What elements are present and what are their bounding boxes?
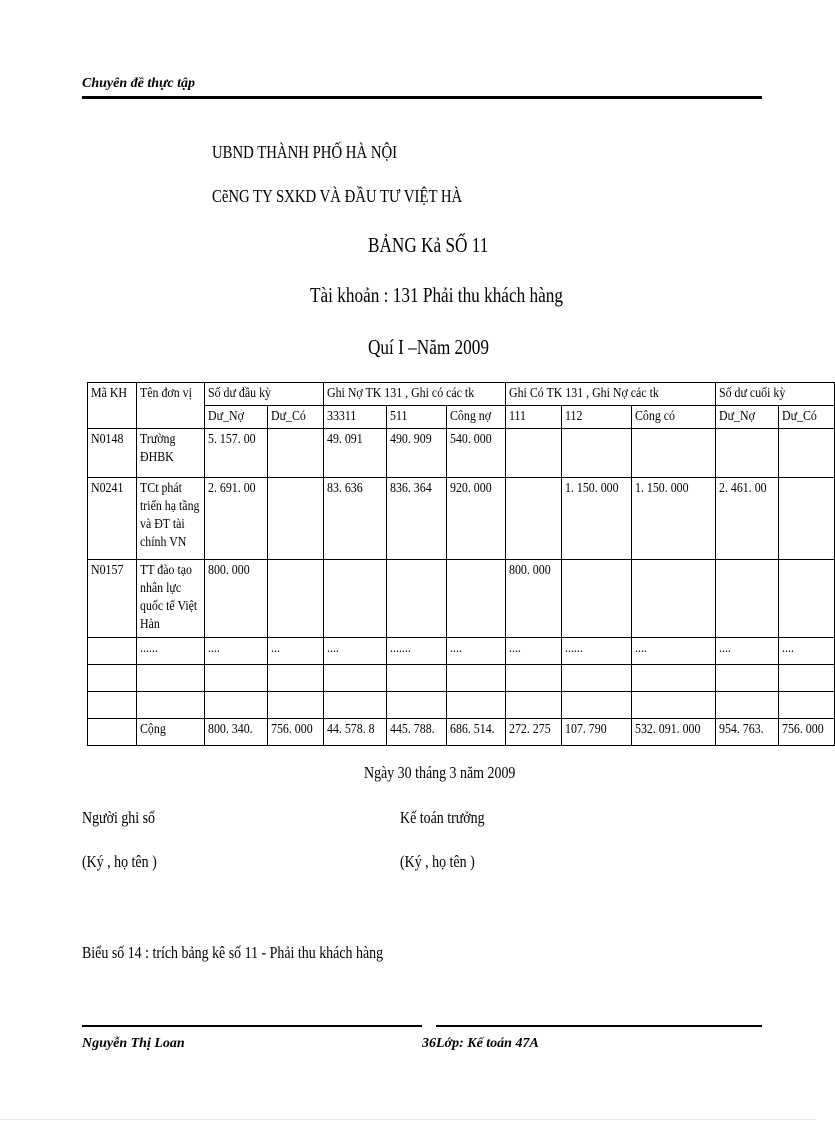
header-cell-text: Ghi Nợ TK 131 , Ghi có các tk bbox=[327, 386, 475, 401]
table-cell bbox=[88, 638, 137, 665]
table-cell-text: Cộng bbox=[140, 722, 167, 737]
subheader-cell bbox=[324, 406, 387, 429]
table-cell bbox=[324, 692, 387, 719]
table-cell bbox=[324, 560, 387, 638]
table-cell-text: 686. 514. bbox=[449, 722, 495, 737]
table-cell bbox=[446, 478, 506, 560]
subheader-cell bbox=[268, 406, 324, 429]
table-cell-text: N0241 bbox=[91, 481, 124, 496]
table-cell bbox=[506, 719, 562, 746]
period-title: Quí I –Năm 2009 bbox=[368, 335, 490, 359]
header-cell-text: Tên đơn vị bbox=[140, 386, 193, 401]
table-cell bbox=[506, 692, 562, 719]
subheader-cell-text: 112 bbox=[565, 409, 583, 424]
subheader-cell-text: Dư_Có bbox=[271, 409, 307, 424]
header-cell bbox=[506, 383, 716, 406]
table-cell-text: 800. 000 bbox=[208, 563, 251, 578]
subheader-cell bbox=[446, 406, 506, 429]
subheader-cell-text: Công có bbox=[635, 409, 676, 424]
subheader-cell-text: Dư_Nợ bbox=[208, 409, 245, 424]
table-cell-text: .... bbox=[208, 641, 221, 656]
table-cell-text: 2. 691. 00 bbox=[208, 481, 257, 496]
table-cell bbox=[88, 478, 137, 560]
table-cell bbox=[268, 665, 324, 692]
table-cell bbox=[268, 478, 324, 560]
table-cell-text: 5. 157. 00 bbox=[208, 432, 257, 447]
document-title: BẢNG Kả SỐ 11 bbox=[368, 233, 489, 257]
org-line-2: CẽNG TY SXKD VÀ ĐẦU TƯ VIỆT HÀ bbox=[212, 186, 463, 206]
subheader-cell bbox=[716, 406, 779, 429]
table-cell-text: 800. 340. bbox=[208, 722, 254, 737]
table-cell bbox=[137, 429, 205, 478]
subheader-cell bbox=[387, 406, 447, 429]
subheader-cell-text: Dư_Nợ bbox=[719, 409, 756, 424]
table-cell-text: 756. 000 bbox=[271, 722, 314, 737]
footer-rule-right bbox=[436, 1025, 762, 1027]
table-cell-text: .... bbox=[782, 641, 795, 656]
table-cell-text: N0148 bbox=[91, 432, 124, 447]
table-cell bbox=[137, 560, 205, 638]
table-cell bbox=[779, 665, 835, 692]
table-cell-text: 800. 000 bbox=[509, 563, 552, 578]
table-cell bbox=[387, 665, 447, 692]
table-cell bbox=[779, 429, 835, 478]
table-cell bbox=[446, 719, 506, 746]
header-cell-text: Số dư đầu kỳ bbox=[208, 386, 272, 401]
table-cell bbox=[387, 692, 447, 719]
table-cell bbox=[716, 665, 779, 692]
table-cell bbox=[716, 638, 779, 665]
table-cell-text: .... bbox=[635, 641, 648, 656]
table-cell-text: .... bbox=[719, 641, 732, 656]
table-cell bbox=[632, 560, 716, 638]
table-row bbox=[88, 429, 835, 478]
table-cell bbox=[562, 665, 632, 692]
table-cell bbox=[632, 478, 716, 560]
table-cell bbox=[779, 478, 835, 560]
table-cell bbox=[562, 478, 632, 560]
table-cell bbox=[779, 560, 835, 638]
table-cell bbox=[446, 638, 506, 665]
table-cell-text: 44. 578. 8 bbox=[327, 722, 376, 737]
table-cell-text: 540. 000 bbox=[449, 432, 492, 447]
table-cell bbox=[632, 638, 716, 665]
table-cell-text: TT đào tạo nhân lực quốc tế Việt Hàn bbox=[140, 563, 198, 632]
subheader-cell-text: 111 bbox=[509, 409, 527, 424]
signer-right-note: (Ký , họ tên ) bbox=[400, 852, 475, 871]
table-cell bbox=[387, 719, 447, 746]
table-cell bbox=[205, 692, 268, 719]
table-cell bbox=[716, 429, 779, 478]
table-cell bbox=[632, 665, 716, 692]
table-cell bbox=[632, 429, 716, 478]
signer-left-title: Người ghi sổ bbox=[82, 808, 156, 827]
header-cell-text: Mã KH bbox=[91, 386, 128, 401]
table-cell bbox=[506, 638, 562, 665]
table-cell bbox=[506, 429, 562, 478]
header-cell bbox=[205, 383, 324, 406]
table-cell bbox=[632, 719, 716, 746]
table-cell-text: 836. 364 bbox=[390, 481, 433, 496]
date-line: Ngày 30 tháng 3 năm 2009 bbox=[364, 763, 516, 782]
table-cell bbox=[268, 719, 324, 746]
table-cell-text: ...... bbox=[565, 641, 584, 656]
table-cell bbox=[324, 429, 387, 478]
table-cell-text: 445. 788. bbox=[390, 722, 436, 737]
table-cell bbox=[387, 478, 447, 560]
table-row bbox=[88, 665, 835, 692]
table-cell-text: TCt phát triển hạ tầng và ĐT tài chính VN bbox=[140, 481, 200, 550]
signer-left-note: (Ký , họ tên ) bbox=[82, 852, 157, 871]
signer-right-title: Kế toán trưởng bbox=[400, 808, 485, 827]
table-cell-text: 272. 275 bbox=[509, 722, 552, 737]
header-cell-text: Ghi Có TK 131 , Ghi Nợ các tk bbox=[509, 386, 660, 401]
table-cell-text: ...... bbox=[140, 641, 159, 656]
table-cell bbox=[205, 429, 268, 478]
subheader-cell-text: Dư_Có bbox=[782, 409, 818, 424]
table-cell-text: 83. 636 bbox=[327, 481, 364, 496]
table-cell bbox=[88, 429, 137, 478]
table-cell bbox=[268, 429, 324, 478]
table-cell bbox=[268, 638, 324, 665]
table-cell bbox=[716, 478, 779, 560]
table-cell bbox=[268, 560, 324, 638]
table-cell bbox=[716, 719, 779, 746]
table-row bbox=[88, 692, 835, 719]
subheader-cell bbox=[562, 406, 632, 429]
header-cell bbox=[324, 383, 506, 406]
table-cell bbox=[506, 665, 562, 692]
table-cell bbox=[562, 429, 632, 478]
table-cell-text: 49. 091 bbox=[327, 432, 364, 447]
table-cell bbox=[137, 638, 205, 665]
table-cell bbox=[137, 478, 205, 560]
table-cell bbox=[446, 665, 506, 692]
table-cell bbox=[205, 665, 268, 692]
subheader-cell bbox=[205, 406, 268, 429]
table-cell-text: 107. 790 bbox=[565, 722, 608, 737]
table-cell bbox=[137, 665, 205, 692]
table-cell bbox=[324, 638, 387, 665]
table-cell bbox=[562, 719, 632, 746]
table-cell bbox=[205, 560, 268, 638]
table-cell-text: 954. 763. bbox=[719, 722, 765, 737]
header-cell bbox=[88, 383, 137, 429]
table-cell bbox=[446, 429, 506, 478]
table-cell bbox=[137, 692, 205, 719]
table-cell-text: .... bbox=[449, 641, 462, 656]
table-cell bbox=[324, 478, 387, 560]
table-cell bbox=[88, 719, 137, 746]
ledger-table bbox=[87, 382, 835, 746]
table-cell-text: Trường ĐHBK bbox=[140, 432, 176, 465]
table-cell bbox=[137, 719, 205, 746]
subheader-cell-text: Công nợ bbox=[449, 409, 491, 424]
table-cell bbox=[88, 560, 137, 638]
header-title: Chuyên đề thực tập bbox=[82, 76, 196, 91]
table-cell bbox=[716, 692, 779, 719]
table-cell bbox=[506, 560, 562, 638]
table-cell bbox=[205, 719, 268, 746]
table-cell-text: 2. 461. 00 bbox=[719, 481, 768, 496]
table-cell bbox=[506, 478, 562, 560]
table-cell-text: 920. 000 bbox=[449, 481, 492, 496]
subheader-cell bbox=[506, 406, 562, 429]
table-cell bbox=[562, 692, 632, 719]
header-rule bbox=[82, 96, 762, 99]
subheader-cell bbox=[779, 406, 835, 429]
table-cell bbox=[324, 665, 387, 692]
footer-rule-left bbox=[82, 1025, 422, 1027]
header-cell bbox=[137, 383, 205, 429]
header-cell-text: Số dư cuối kỳ bbox=[719, 386, 786, 401]
table-cell bbox=[632, 692, 716, 719]
table-cell bbox=[205, 478, 268, 560]
figure-caption: Biểu số 14 : trích bảng kê số 11 - Phải thu khách hàng bbox=[82, 943, 384, 962]
table-cell bbox=[88, 692, 137, 719]
table-cell bbox=[779, 692, 835, 719]
table-cell-text: N0157 bbox=[91, 563, 124, 578]
table-cell bbox=[205, 638, 268, 665]
table-cell-text: ... bbox=[271, 641, 281, 656]
page-bottom-line bbox=[0, 1119, 816, 1120]
org-line-1: UBND THÀNH PHỐ HÀ NỘI bbox=[212, 142, 398, 162]
table-cell bbox=[387, 638, 447, 665]
table-cell-text: .... bbox=[327, 641, 340, 656]
table-row bbox=[88, 719, 835, 746]
table-cell bbox=[779, 719, 835, 746]
table-row bbox=[88, 638, 835, 665]
footer-author: Nguyễn Thị Loan bbox=[82, 1036, 185, 1051]
table-cell-text: ....... bbox=[390, 641, 412, 656]
table-cell-text: 490. 909 bbox=[390, 432, 433, 447]
table-row bbox=[88, 560, 835, 638]
table-cell bbox=[324, 719, 387, 746]
table-cell bbox=[446, 560, 506, 638]
table-cell bbox=[268, 692, 324, 719]
table-cell-text: .... bbox=[509, 641, 522, 656]
table-cell bbox=[88, 665, 137, 692]
table-cell bbox=[562, 560, 632, 638]
footer-page-class: 36Lớp: Kế toán 47A bbox=[422, 1036, 539, 1051]
subheader-cell-text: 511 bbox=[390, 409, 408, 424]
table-cell bbox=[716, 560, 779, 638]
subheader-cell bbox=[632, 406, 716, 429]
table-cell bbox=[562, 638, 632, 665]
table-row bbox=[88, 478, 835, 560]
table-cell bbox=[387, 560, 447, 638]
table-cell-text: 1. 150. 000 bbox=[635, 481, 690, 496]
table-cell bbox=[387, 429, 447, 478]
subheader-cell-text: 33311 bbox=[327, 409, 357, 424]
table-header-row bbox=[88, 383, 835, 406]
table-cell-text: 532. 091. 000 bbox=[635, 722, 701, 737]
account-title: Tài khoản : 131 Phải thu khách hàng bbox=[310, 283, 563, 307]
table-cell-text: 756. 000 bbox=[782, 722, 825, 737]
table-cell bbox=[446, 692, 506, 719]
table-cell-text: 1. 150. 000 bbox=[565, 481, 620, 496]
header-cell bbox=[716, 383, 835, 406]
table-cell bbox=[779, 638, 835, 665]
